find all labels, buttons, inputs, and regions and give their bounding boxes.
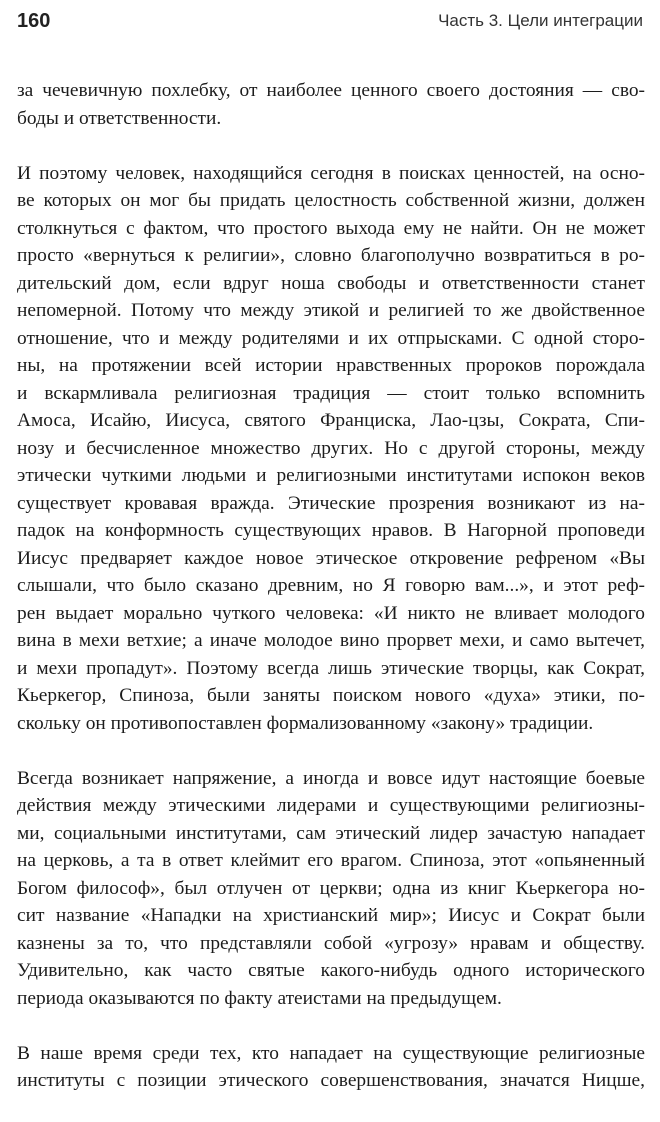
text-line: дительский дом, если вдруг ноша свободы и ответственности станет	[17, 272, 645, 294]
text-line: ве которых он мог бы придать целостность собственной жизни, должен	[17, 190, 645, 211]
text-line: отношение, что и между родителями и их отпрысками. С одной сторо-	[17, 327, 645, 349]
text-line: Иисус предваряет каждое новое этическое откровение рефреном «Вы	[17, 547, 645, 569]
text-line: скольку он противопоставлен формализованному «закону» традиции.	[17, 712, 594, 734]
paragraph	[17, 1040, 645, 1095]
body-text	[17, 77, 645, 1122]
text-line: В наше время среди тех, кто нападает на существующие религиозные	[17, 1042, 645, 1064]
text-line: ны, на протяжении всей истории нравственных пророков порождала	[17, 355, 645, 376]
text-line: рен выдает морально чуткого человека: «И никто не вливает молодого	[17, 602, 645, 624]
text-line: институты с позиции этического совершенствования, значатся Ницше,	[17, 1070, 645, 1091]
text-line: падок на конформность существующих нравов. В Нагорной проповеди	[17, 520, 645, 541]
text-line: существует кровавая вражда. Этические прозрения возникают из на-	[17, 492, 645, 514]
text-line: и мехи пропадут». Поэтому всегда лишь этические творцы, как Сократ,	[17, 657, 645, 679]
text-line: просто «вернуться к религии», словно благополучно возвратиться в ро-	[17, 245, 645, 266]
text-line: действия между этическими лидерами и существующими религиозны-	[17, 795, 645, 816]
page-number: 160	[17, 9, 51, 32]
text-line: боды и ответственности.	[17, 107, 222, 129]
text-line: этически чуткими людьми и религиозными институтами испокон веков	[17, 465, 645, 486]
text-line: слышали, что было сказано древним, но Я говорю вам...», и этот реф-	[17, 575, 645, 596]
text-line: Кьеркегор, Спиноза, были заняты поиском нового «духа» этики, по-	[17, 685, 645, 706]
text-line: периода оказываются по факту атеистами на предыдущем.	[17, 987, 502, 1009]
text-line: вина в мехи ветхие; а иначе молодое вино прорвет мехи, и само вытечет,	[17, 630, 645, 651]
paragraph	[17, 765, 645, 1013]
text-line: Амоса, Исайю, Иисуса, святого Франциска, Лао-цзы, Сократа, Спи-	[17, 410, 645, 431]
text-line: нозу и бесчисленное множество других. Но с другой стороны, между	[17, 437, 645, 459]
text-line: сит название «Нападки на христианский мир»; Иисус и Сократ были	[17, 905, 645, 926]
text-line: Богом философ», был отлучен от церкви; одна из книг Кьеркегора но-	[17, 877, 645, 899]
text-line: казнены за то, что представляли собой «угрозу» нравам и обществу.	[17, 932, 645, 954]
running-head: Часть 3. Цели интеграции	[438, 11, 643, 30]
text-line: Удивительно, как часто святые какого-нибудь одного исторического	[17, 960, 645, 981]
text-line: ми, социальными институтами, сам этический лидер зачастую нападает	[17, 822, 645, 844]
paragraph	[17, 77, 645, 132]
page-header	[17, 6, 643, 36]
text-line: столкнуться с фактом, что простого выхода ему не найти. Он не может	[17, 217, 645, 239]
text-line: Всегда возникает напряжение, а иногда и вовсе идут настоящие боевые	[17, 767, 645, 789]
paragraph	[17, 160, 645, 738]
text-line: И поэтому человек, находящийся сегодня в поисках ценностей, на осно-	[17, 162, 645, 184]
text-line: за чечевичную похлебку, от наиболее ценного своего достояния — сво-	[17, 80, 645, 101]
text-line: на церковь, а та в ответ клеймит его врагом. Спиноза, этот «опьяненный	[17, 850, 645, 871]
text-line: непомерной. Потому что между этикой и религией то же двойственное	[17, 300, 645, 321]
text-line: и вскармливала религиозная традиция — стоит только вспомнить	[17, 382, 645, 404]
